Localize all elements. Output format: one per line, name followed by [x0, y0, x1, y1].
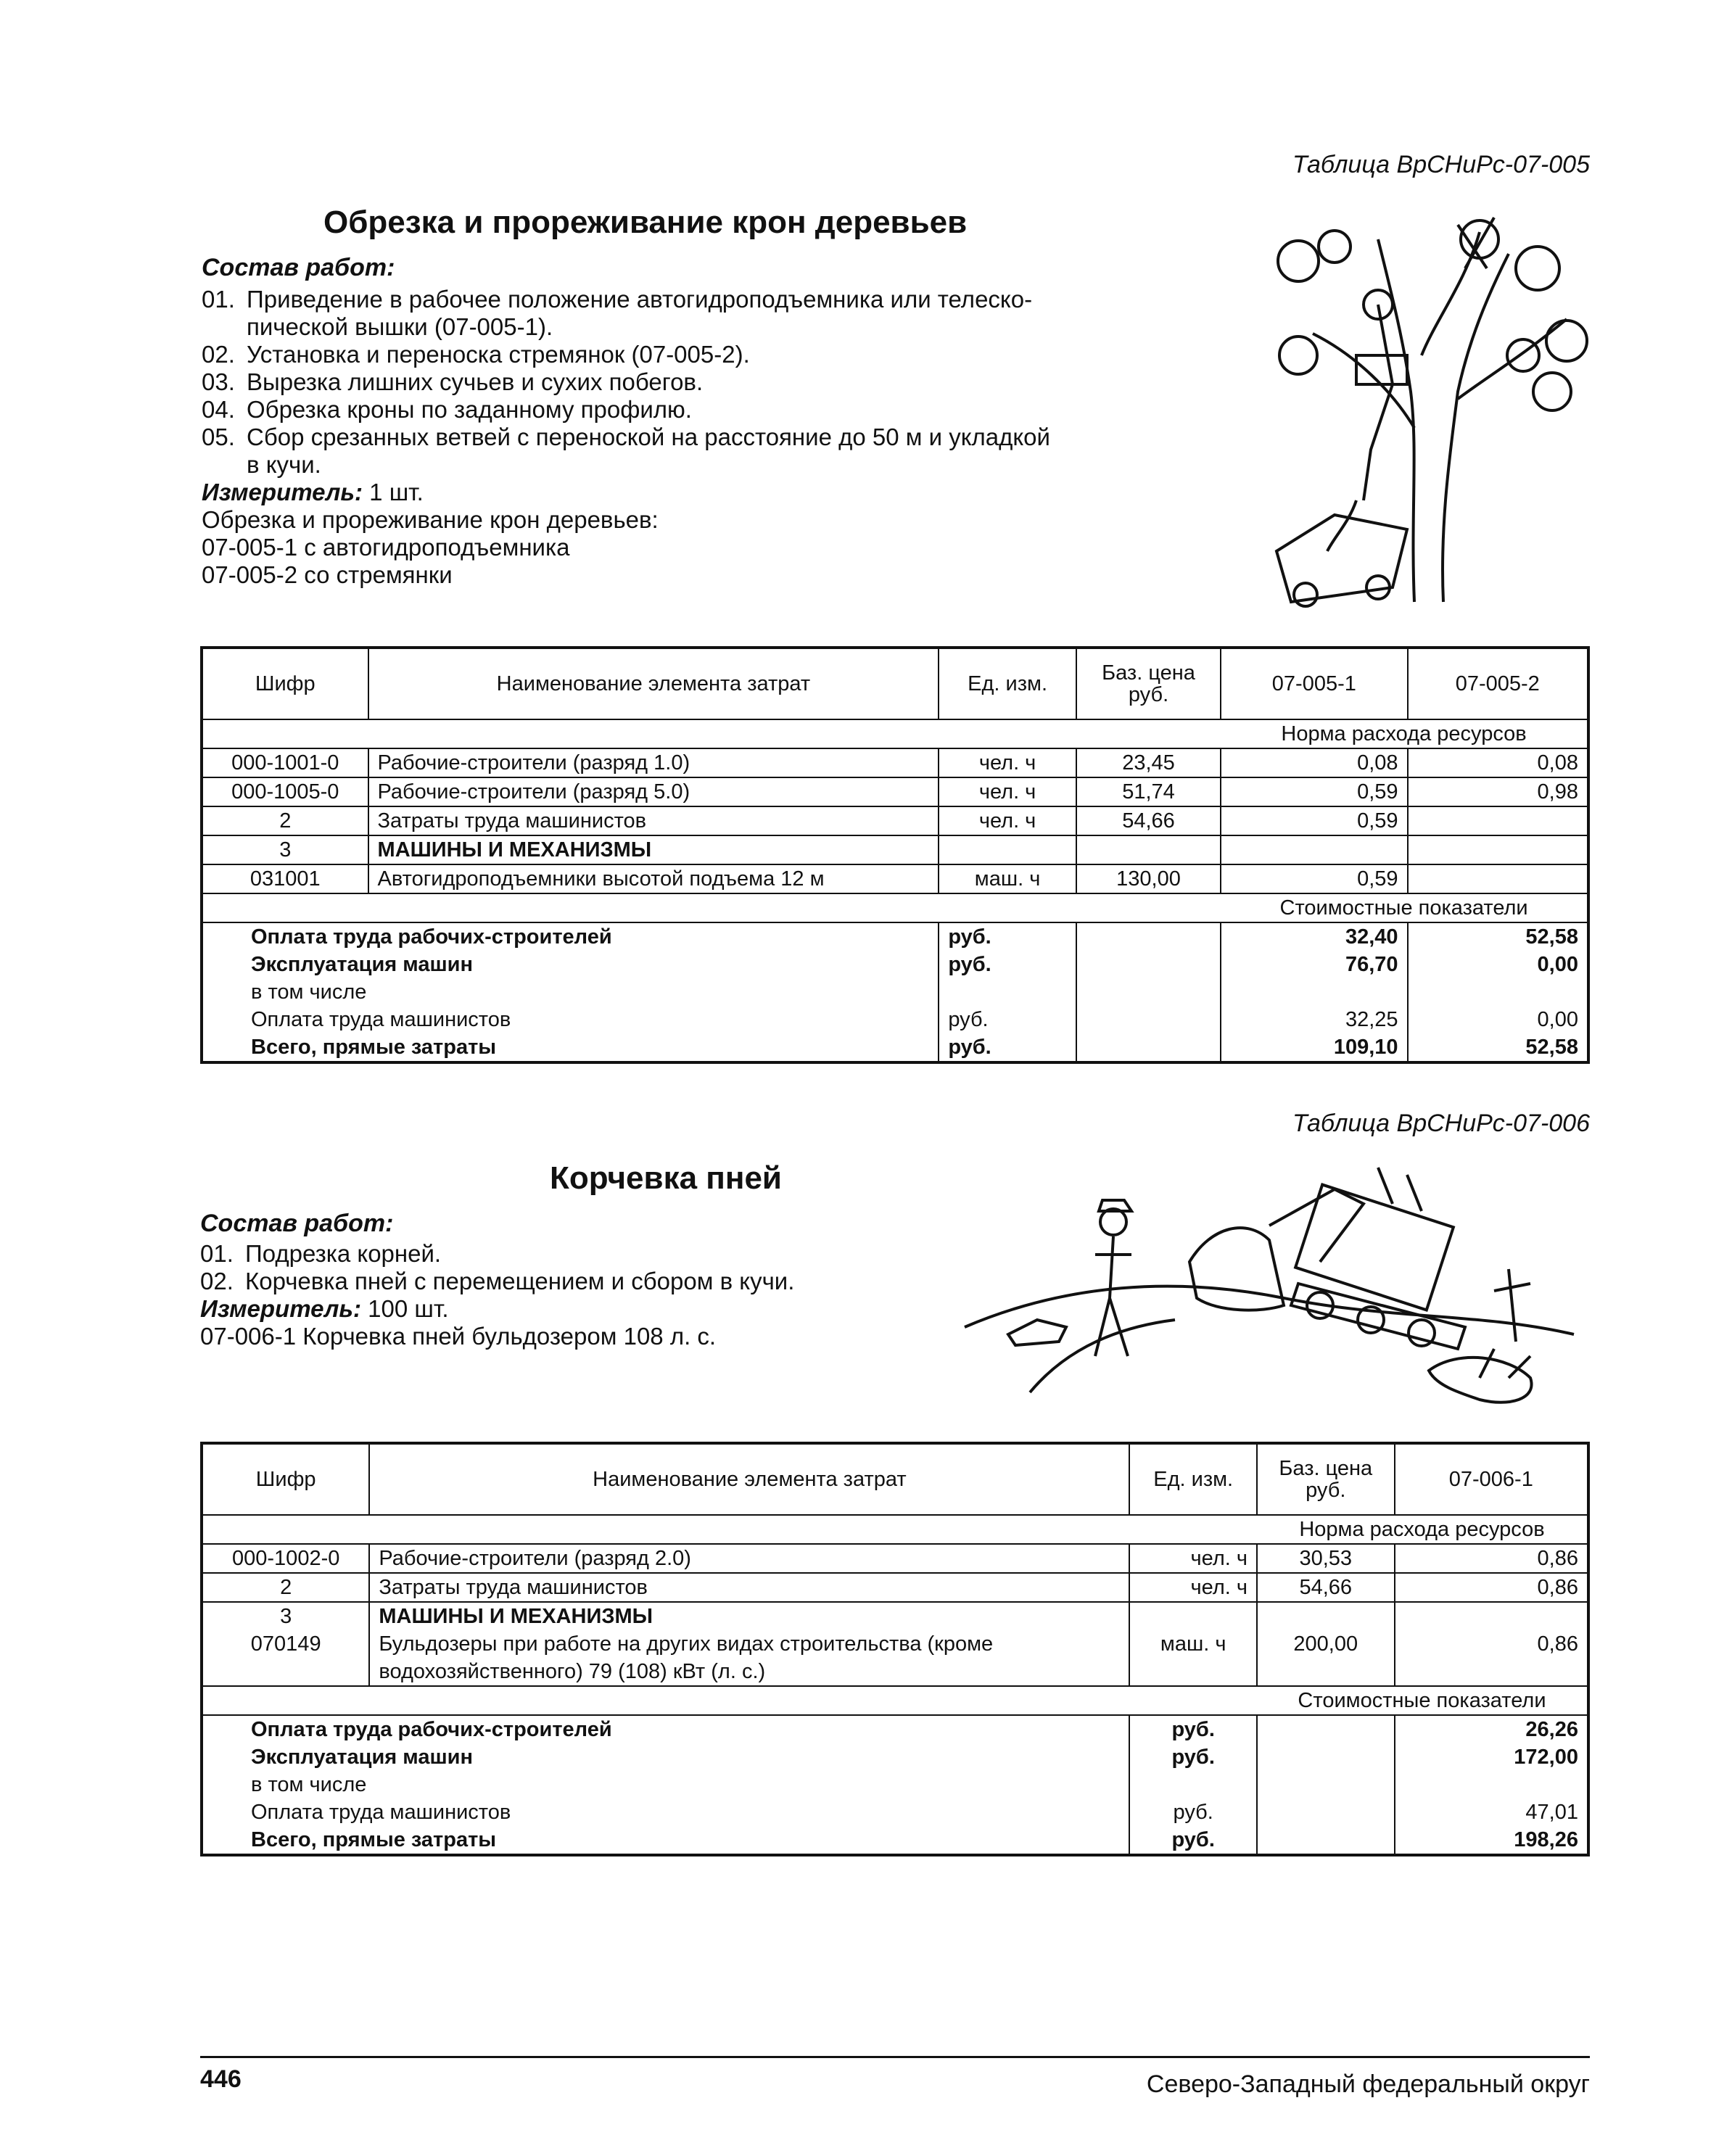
header-name: Наименование элемента затрат — [368, 648, 939, 719]
work-item: пической вышки (07-005-1). — [247, 313, 553, 340]
table-row: Всего, прямые затраты руб. 109,10 52,58 — [202, 1033, 1588, 1062]
norm-label-row — [202, 1515, 1588, 1544]
norm-label-row — [202, 719, 1588, 748]
table-row: водохозяйственного) 79 (108) кВт (л. с.) — [202, 1658, 1588, 1686]
table-row: 031001 Автогидроподъемники высотой подъема 12 м маш. ч 130,00 0,59 — [202, 864, 1588, 893]
cost-table-2 — [200, 1442, 1590, 1856]
section-title-1: Обрезка и прореживание крон деревьев — [323, 205, 968, 240]
work-item: 03. Вырезка лишних сучьев и сухих побегов. — [202, 368, 704, 395]
cost-label: Стоимостные показатели — [1279, 896, 1528, 920]
header-code: Шифр — [202, 1443, 369, 1515]
cost-label-row — [202, 893, 1588, 922]
table-row: 2 Затраты труда машинистов чел. ч 54,66 0,59 — [202, 806, 1588, 835]
page-number: 446 — [200, 2065, 242, 2093]
table-header-row — [202, 1443, 1588, 1515]
table-row: Эксплуатация машин руб. 76,70 0,00 — [202, 951, 1588, 978]
work-item: 04. Обрезка кроны по заданному профилю. — [202, 396, 692, 423]
variant-1: 07-005-1 с автогидроподъемника — [202, 534, 570, 561]
table-row: Эксплуатация машин руб. 172,00 — [202, 1743, 1588, 1771]
table-row: Всего, прямые затраты руб. 198,26 — [202, 1826, 1588, 1855]
header-col-1: 07-006-1 — [1395, 1443, 1588, 1515]
cost-table-1 — [200, 646, 1590, 1064]
header-price: Баз. цена руб. — [1257, 1443, 1395, 1515]
work-heading-2: Состав работ: — [200, 1210, 394, 1237]
table-header-row — [202, 648, 1588, 719]
norm-label: Норма расхода ресурсов — [1257, 1515, 1588, 1544]
table-row: 000-1002-0 Рабочие-строители (разряд 2.0) чел. ч 30,53 0,86 — [202, 1544, 1588, 1573]
work-item: в кучи. — [247, 451, 321, 478]
header-unit: Ед. изм. — [939, 648, 1076, 719]
table-row: 070149 Бульдозеры при работе на других видах строительства (кроме маш. ч 200,00 0,86 — [202, 1630, 1588, 1658]
header-col-1: 07-005-1 — [1221, 648, 1407, 719]
work-item: 02. Установка и переноска стремянок (07-005-2). — [202, 341, 750, 368]
header-col-2: 07-005-2 — [1408, 648, 1588, 719]
work-item: 01. Приведение в рабочее положение автогидроподъемника или телеско- — [202, 286, 1033, 313]
table-row: в том числе — [202, 978, 1588, 1006]
section-title-2: Корчевка пней — [550, 1160, 782, 1196]
table-row: в том числе — [202, 1771, 1588, 1798]
table-row: Оплата труда рабочих-строителей руб. 26,26 — [202, 1715, 1588, 1743]
table-row: 3 МАШИНЫ И МЕХАНИЗМЫ — [202, 1602, 1588, 1630]
work-item: 05. Сбор срезанных ветвей с переноской на расстояние до 50 м и укладкой — [202, 424, 1050, 450]
works-list-1 — [202, 286, 1050, 589]
cost-label: Стоимостные показатели — [1298, 1689, 1546, 1712]
table-row: Оплата труда машинистов руб. 32,25 0,00 — [202, 1006, 1588, 1033]
work-item: 02. Корчевка пней с перемещением и сбором в кучи. — [200, 1268, 795, 1294]
header-code: Шифр — [202, 648, 368, 719]
variant-3: 07-006-1 Корчевка пней бульдозером 108 л. с. — [200, 1323, 717, 1350]
table-ref-1: Таблица ВрСНиРс-07-005 — [1292, 151, 1590, 178]
stump-removal-illustration — [957, 1160, 1581, 1421]
work-item: 01. Подрезка корней. — [200, 1240, 442, 1267]
variant-2: 07-005-2 со стремянки — [202, 561, 453, 588]
table-row: Оплата труда рабочих-строителей руб. 32,40 52,58 — [202, 922, 1588, 951]
table-row: 000-1001-0 Рабочие-строители (разряд 1.0) чел. ч 23,45 0,08 0,08 — [202, 748, 1588, 777]
table-row: Оплата труда машинистов руб. 47,01 — [202, 1798, 1588, 1826]
header-price: Баз. цена руб. — [1076, 648, 1221, 719]
cost-label-row — [202, 1686, 1588, 1715]
header-unit: Ед. изм. — [1129, 1443, 1257, 1515]
intro-1: Обрезка и прореживание крон деревьев: — [202, 506, 659, 533]
table-row: 2 Затраты труда машинистов чел. ч 54,66 0,86 — [202, 1573, 1588, 1602]
norm-label: Норма расхода ресурсов — [1221, 719, 1588, 748]
table-row: 3 МАШИНЫ И МЕХАНИЗМЫ — [202, 835, 1588, 864]
table-ref-2: Таблица ВрСНиРс-07-006 — [1292, 1110, 1590, 1137]
meter-2: Измеритель: 100 шт. — [200, 1295, 449, 1322]
footer-rule — [200, 2056, 1590, 2058]
work-heading-1: Состав работ: — [202, 254, 395, 281]
header-name: Наименование элемента затрат — [369, 1443, 1129, 1515]
meter-1: Измеритель: 1 шт. — [202, 479, 424, 505]
tree-pruning-illustration — [1248, 210, 1588, 616]
works-list-2 — [200, 1240, 794, 1350]
footer-region: Северо-Западный федеральный округ — [1146, 2070, 1590, 2098]
table-row: 000-1005-0 Рабочие-строители (разряд 5.0) чел. ч 51,74 0,59 0,98 — [202, 777, 1588, 806]
